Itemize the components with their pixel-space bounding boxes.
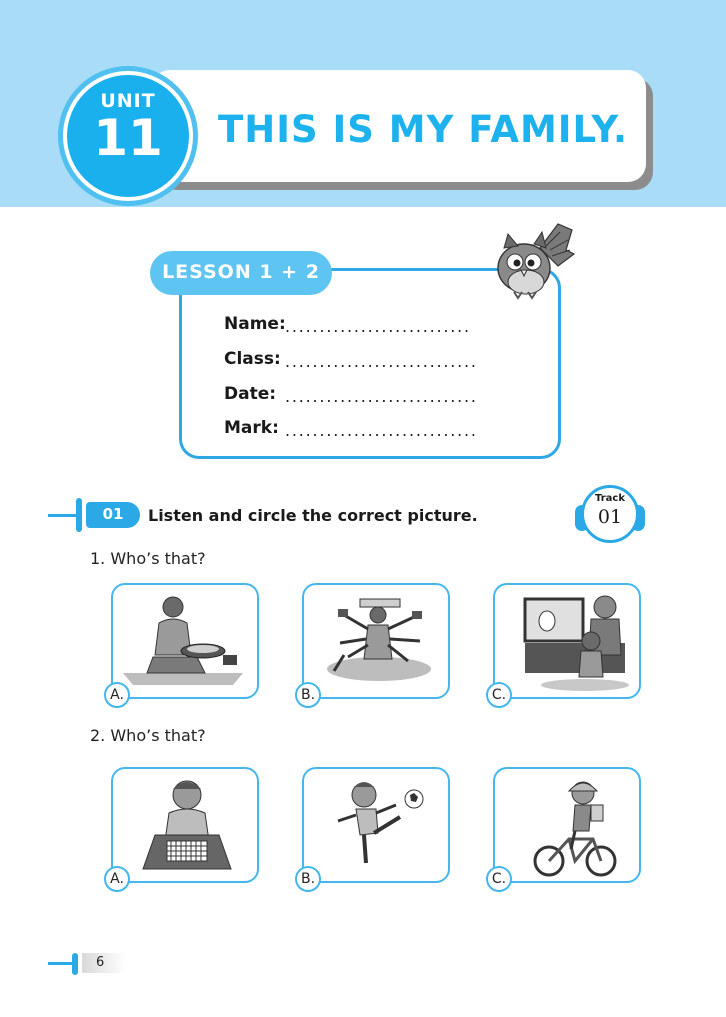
track-number: 01 <box>597 506 623 528</box>
date-field-blank[interactable]: ............................ <box>285 387 478 406</box>
boy-kicking-football-icon <box>304 769 450 883</box>
boy-riding-bicycle-icon <box>495 769 641 883</box>
mark-field-blank[interactable]: ............................ <box>285 421 478 440</box>
question-2-text: 2. Who’s that? <box>90 726 206 745</box>
page-title: THIS IS MY FAMILY. <box>218 108 629 151</box>
option-2a-badge[interactable]: A. <box>104 866 130 892</box>
class-field-label: Class: <box>224 349 281 369</box>
mark-field-label: Mark: <box>224 418 279 438</box>
exercise-instruction: Listen and circle the correct picture. <box>148 506 478 525</box>
woman-multitasking-housework-icon <box>304 585 450 699</box>
unit-label: UNIT <box>100 90 156 112</box>
exercise-marker-bar <box>76 498 82 532</box>
woman-cooking-icon <box>113 585 259 699</box>
owl-mascot-icon <box>488 220 578 302</box>
option-1b-picture[interactable] <box>302 583 450 699</box>
question-1-text: 1. Who’s that? <box>90 549 206 568</box>
exercise-number: 01 <box>102 505 124 523</box>
option-2c-badge[interactable]: C. <box>486 866 512 892</box>
unit-number: 11 <box>93 109 163 167</box>
date-field-label: Date: <box>224 384 277 404</box>
option-2b-badge[interactable]: B. <box>295 866 321 892</box>
footer-marker-bar <box>72 953 78 975</box>
option-1a-badge[interactable]: A. <box>104 682 130 708</box>
option-2a-picture[interactable] <box>111 767 259 883</box>
mother-and-child-watching-tv-icon <box>495 585 641 699</box>
option-2c-picture[interactable] <box>493 767 641 883</box>
page-number: 6 <box>96 955 105 970</box>
lesson-label: LESSON 1 + 2 <box>162 261 320 283</box>
track-label: Track <box>595 493 625 504</box>
boy-playing-chess-icon <box>113 769 259 883</box>
option-1c-badge[interactable]: C. <box>486 682 512 708</box>
exercise-marker-line <box>48 514 76 517</box>
footer-marker-line <box>48 962 72 965</box>
option-1a-picture[interactable] <box>111 583 259 699</box>
name-field-label: Name: <box>224 314 286 334</box>
option-1b-badge[interactable]: B. <box>295 682 321 708</box>
option-1c-picture[interactable] <box>493 583 641 699</box>
class-field-blank[interactable]: ............................ <box>285 352 478 371</box>
name-field-blank[interactable]: ........................... <box>285 317 471 336</box>
option-2b-picture[interactable] <box>302 767 450 883</box>
